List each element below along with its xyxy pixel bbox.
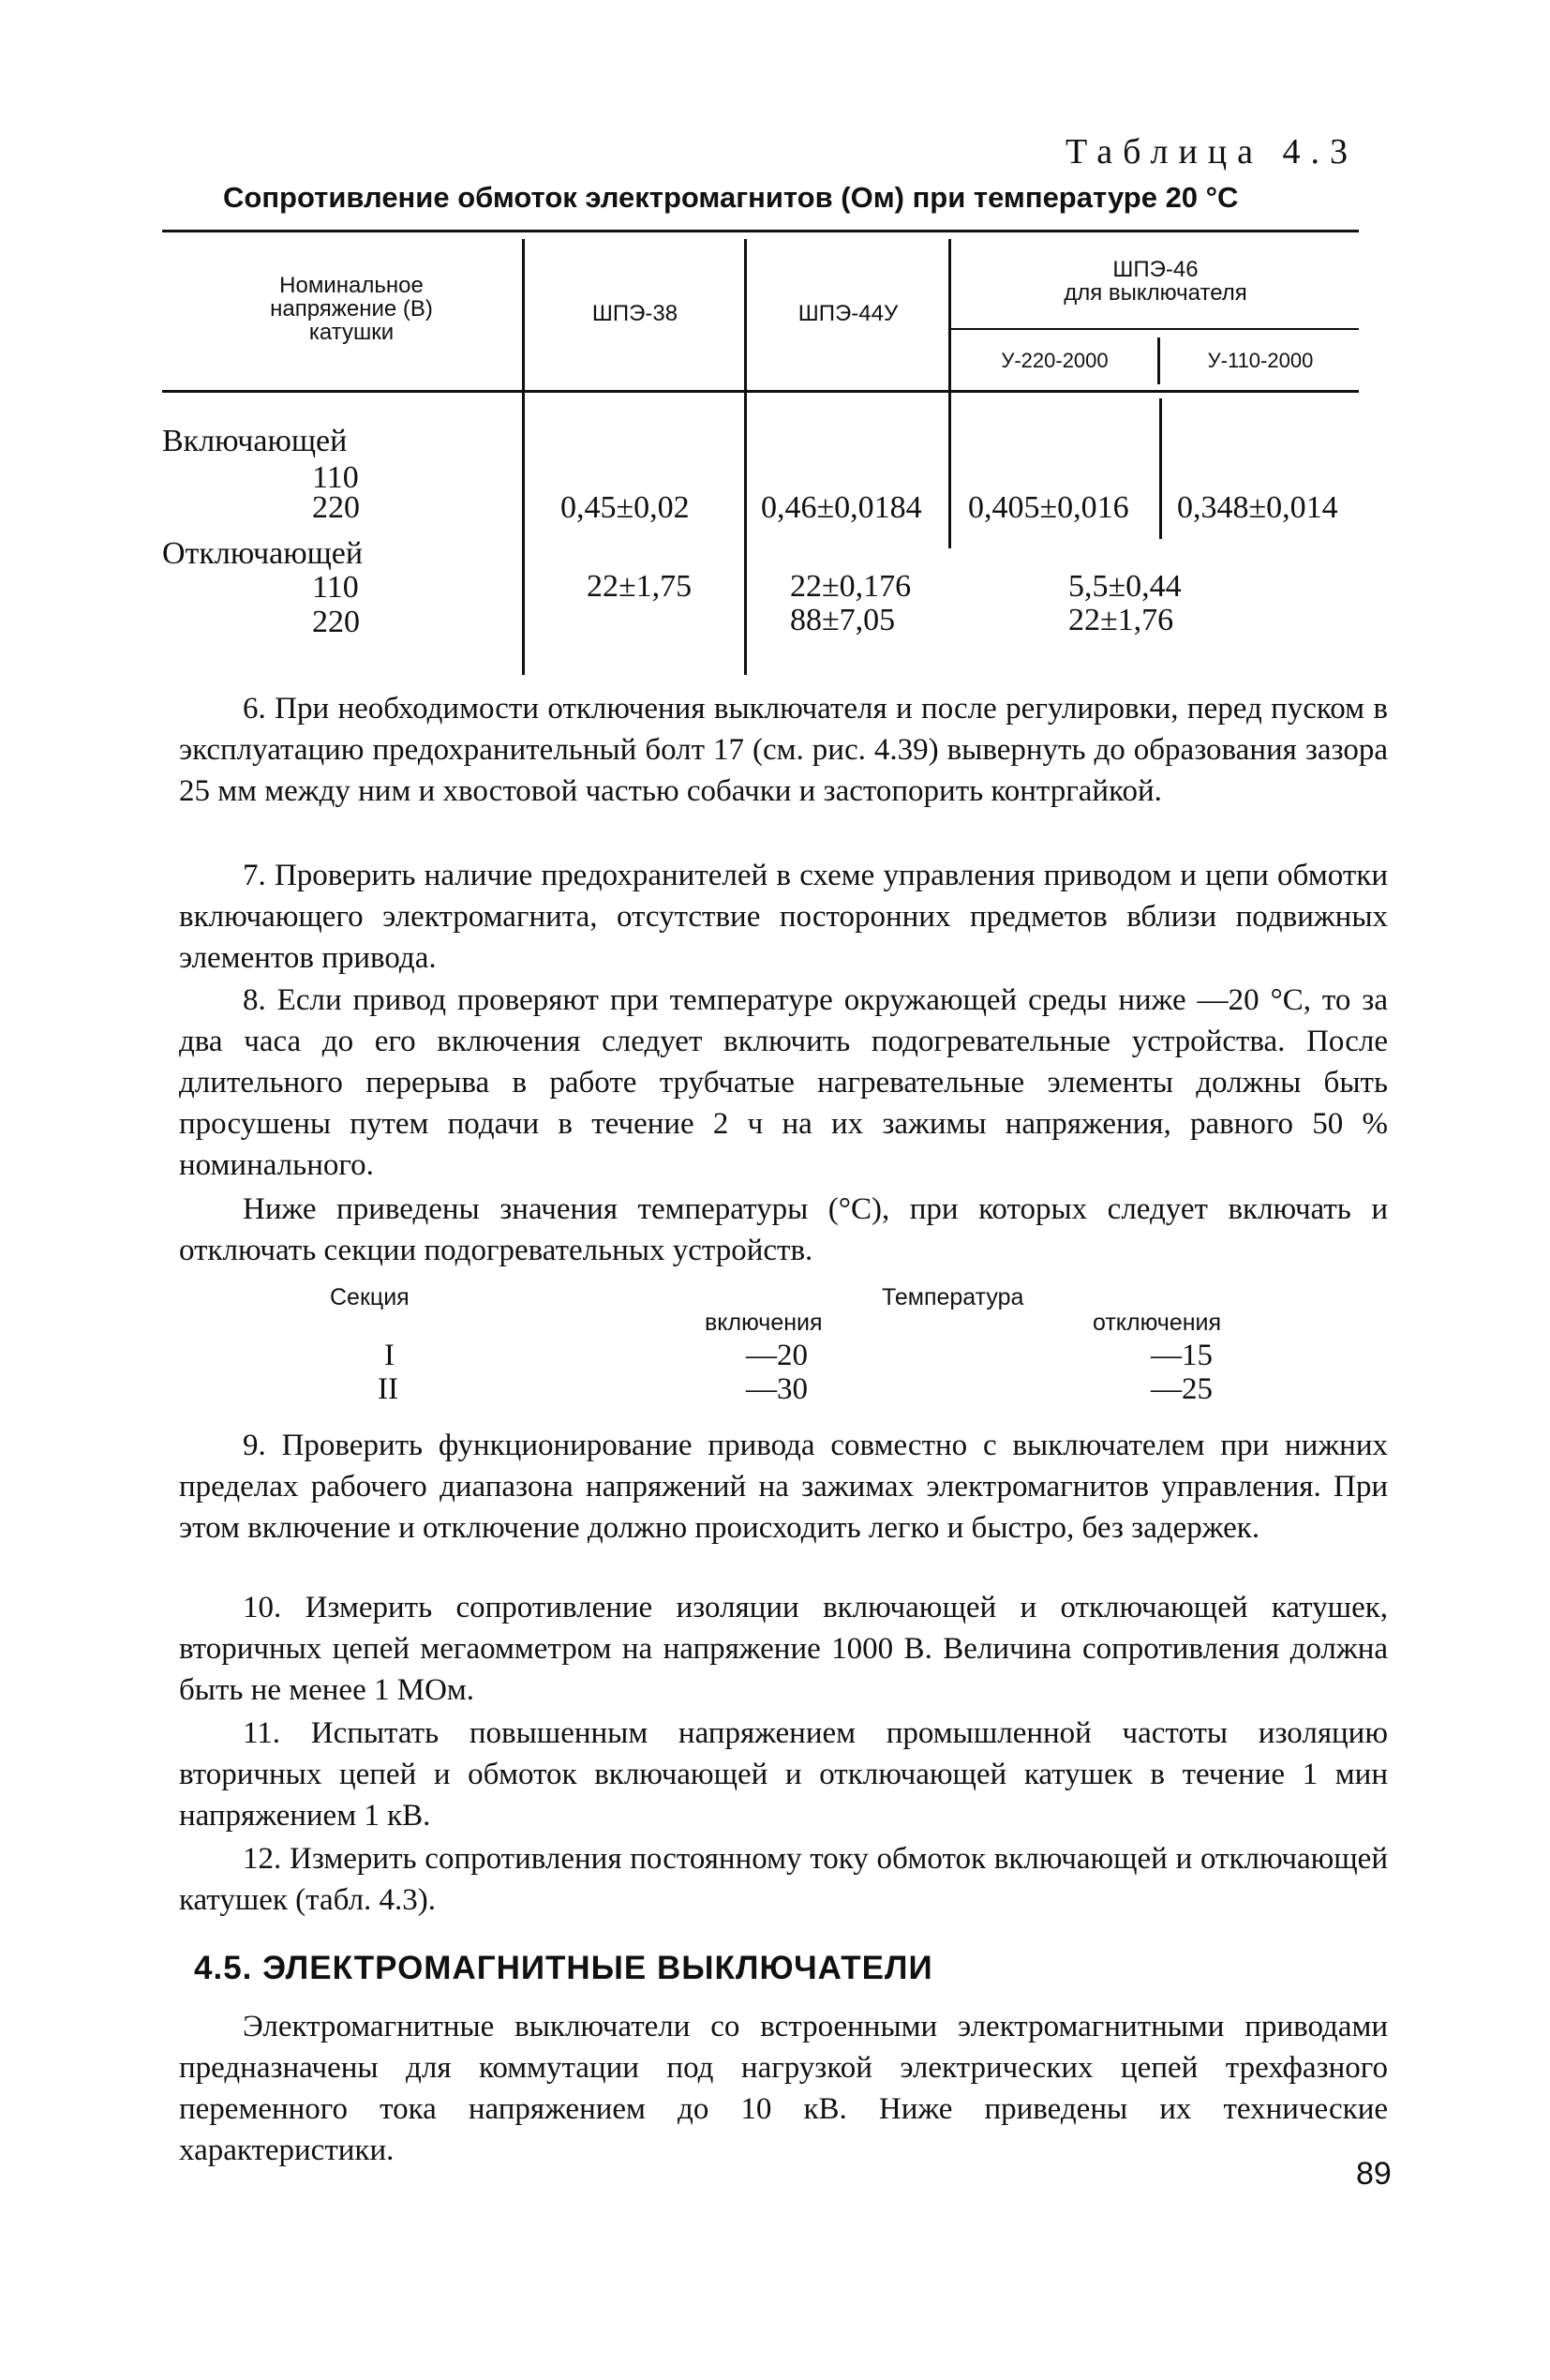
row-on-v1: 110 bbox=[312, 460, 359, 495]
table-col-divider-2 bbox=[744, 239, 747, 675]
table-header-bottom-rule bbox=[162, 390, 1359, 393]
header-col3: ШПЭ-44У bbox=[797, 301, 899, 326]
paragraph-9 bbox=[179, 1425, 1388, 1549]
page-number: 89 bbox=[1356, 2156, 1392, 2192]
header-col1 bbox=[192, 274, 511, 344]
row-on-v2: 220 bbox=[312, 490, 360, 525]
paragraph-11-text: 11. Испытать повышенным напряжением промышленной частоты изоляцию вторичных цепей и обмоток включающей и отключающей катушек в течение 1 мин напряжением 1 кВ. bbox=[179, 1716, 1388, 1833]
temp-row1-section: I bbox=[384, 1339, 395, 1372]
row-off-v1: 110 bbox=[312, 570, 359, 605]
row-on-col4b: 0,348±0,014 bbox=[1177, 490, 1338, 525]
header-col2: ШПЭ-38 bbox=[591, 301, 678, 326]
row-off-col4-1: 5,5±0,44 bbox=[1068, 569, 1182, 604]
temp-row2-on: —30 bbox=[746, 1372, 808, 1406]
row-off-label: Отключающей bbox=[162, 536, 364, 571]
temp-header-section: Секция bbox=[330, 1284, 410, 1310]
table-col-divider-4 bbox=[1157, 337, 1160, 384]
paragraph-10-text: 10. Измерить сопротивление изоляции включающей и отключающей катушек, вторичных цепей мегаомметром на напряжение 1000 В. Величина сопротивления должна быть не менее 1 МОм. bbox=[179, 1591, 1388, 1707]
paragraph-below-text: Ниже приведены значения температуры (°С), при которых следует включать и отключать секции подогревательных устройств. bbox=[179, 1192, 1388, 1267]
row-off-col3-1: 22±0,176 bbox=[790, 569, 912, 604]
table-col-divider-4b bbox=[1159, 398, 1162, 539]
header-col4-sub2: У-110-2000 bbox=[1207, 349, 1314, 372]
paragraph-8-text: 8. Если привод проверяют при температуре окружающей среды ниже —20 °С, то за два часа до его включения следует включить подогревательные устройства. После длительного перерыва в работе трубчатые нагревательные элементы должны быть просушены путем подачи в течение 2 ч на их зажимы напряжения, равного 50 % номинального. bbox=[179, 983, 1388, 1182]
temp-header-temperature: Температура bbox=[882, 1284, 1024, 1310]
temp-row1-on: —20 bbox=[746, 1339, 808, 1372]
paragraph-6-text: 6. При необходимости отключения выключателя и после регулировки, перед пуском в эксплуатацию предохранительный болт 17 (см. рис. 4.39) вывернуть до образования зазора 25 мм между ним и хвостовой частью собачки и застопорить контргайкой. bbox=[179, 692, 1388, 808]
header-col1-line2: напряжение (В) bbox=[270, 296, 433, 322]
section-title: 4.5. ЭЛЕКТРОМАГНИТНЫЕ ВЫКЛЮЧАТЕЛИ bbox=[194, 1950, 933, 1986]
paragraph-6 bbox=[179, 688, 1388, 812]
paragraph-below bbox=[179, 1189, 1388, 1271]
header-col1-line1: Номинальное bbox=[279, 273, 424, 298]
temp-row2-section: II bbox=[378, 1372, 398, 1406]
row-off-col4-2: 22±1,76 bbox=[1068, 603, 1174, 637]
header-col1-line3: катушки bbox=[308, 320, 395, 345]
paragraph-7 bbox=[179, 855, 1388, 979]
temp-header-on: включения bbox=[705, 1310, 823, 1336]
paragraph-12-text: 12. Измерить сопротивления постоянному току обмоток включающей и отключающей катушек (табл. 4.3). bbox=[179, 1842, 1388, 1917]
table-col-divider-3 bbox=[948, 239, 951, 548]
paragraph-12 bbox=[179, 1838, 1388, 1921]
paragraph-10 bbox=[179, 1587, 1388, 1711]
header-col4-line2: для выключателя bbox=[1064, 280, 1247, 306]
row-on-label: Включающей bbox=[162, 424, 348, 458]
paragraph-section bbox=[179, 2006, 1388, 2171]
row-off-col2: 22±1,75 bbox=[587, 569, 693, 604]
row-off-col3-2: 88±7,05 bbox=[790, 603, 896, 637]
paragraph-8 bbox=[179, 980, 1388, 1186]
paragraph-section-text: Электромагнитные выключатели со встроенными электромагнитными приводами предназначены для коммутации под нагрузкой электрических цепей трехфазного переменного тока напряжением до 10 кВ. Ниже приведены их технические характеристики. bbox=[179, 2010, 1388, 2167]
row-on-col4a: 0,405±0,016 bbox=[968, 490, 1129, 525]
row-on-col3: 0,46±0,0184 bbox=[761, 490, 922, 525]
row-off-v2: 220 bbox=[312, 605, 360, 639]
paragraph-9-text: 9. Проверить функционирование привода совместно с выключателем при нижних пределах рабочего диапазона напряжений на зажимах электромагнитов управления. При этом включение и отключение должно происходить легко и быстро, без задержек. bbox=[179, 1429, 1388, 1545]
table-col-divider-1 bbox=[522, 239, 525, 675]
row-on-col2: 0,45±0,02 bbox=[560, 490, 690, 525]
table-title: Сопротивление обмоток электромагнитов (Ом) при температуре 20 °С bbox=[223, 181, 1239, 214]
temp-row1-off: —15 bbox=[1151, 1339, 1213, 1372]
paragraph-7-text: 7. Проверить наличие предохранителей в схеме управления приводом и цепи обмотки включающего электромагнита, отсутствие посторонних предметов вблизи подвижных элементов привода. bbox=[179, 859, 1388, 975]
paragraph-11 bbox=[179, 1713, 1388, 1836]
table-subheader-rule bbox=[948, 328, 1359, 330]
table-top-rule bbox=[162, 230, 1359, 232]
temp-row2-off: —25 bbox=[1151, 1372, 1213, 1406]
table-caption: Таблица 4.3 bbox=[1065, 132, 1358, 172]
header-col4-line1: ШПЭ-46 bbox=[1112, 257, 1199, 282]
temp-header-off: отключения bbox=[1093, 1310, 1222, 1336]
header-col4-sub1: У-220-2000 bbox=[1001, 349, 1109, 372]
header-col4-top bbox=[954, 258, 1357, 305]
